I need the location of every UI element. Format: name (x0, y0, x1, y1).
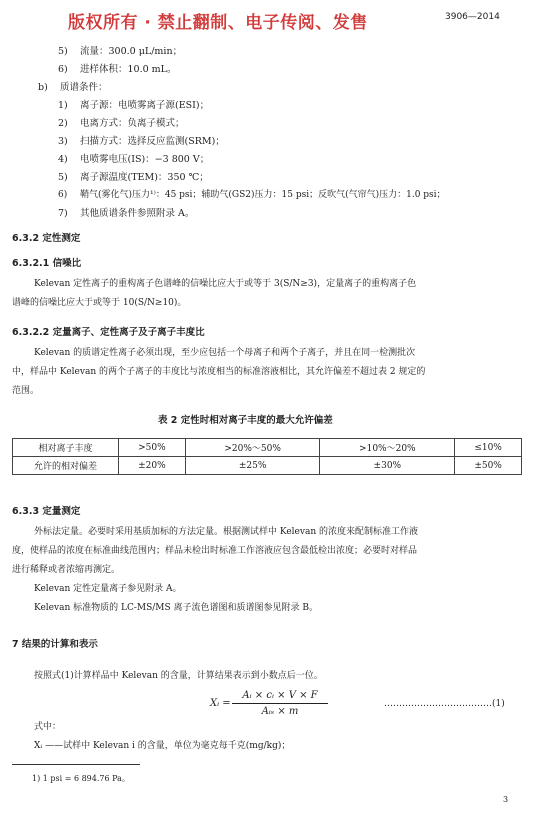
paragraph-line: 按照式(1)计算样品中 Kelevan 的含量，计算结果表示到小数点后一位。 (34, 671, 323, 681)
paragraph-line: Kelevan 定性离子的重构离子色谱峰的信噪比应大于或等于 3(S/N≥3)，定量离子的重构离子色 (34, 279, 417, 289)
table-row (13, 439, 522, 457)
table-cell: >50% (119, 439, 186, 457)
paragraph-line: Kelevan 的质谱定性离子必须出现，至少应包括一个母离子和两个子离子，并且在同一检测批次 (34, 348, 416, 358)
list-item: 2) 电离方式：负离子模式； (58, 118, 185, 129)
formula-fraction (232, 690, 328, 717)
section-heading-6-3-2: 6.3.2 定性测定 (12, 233, 81, 244)
section-heading-6-3-2-1: 6.3.2.1 信噪比 (12, 258, 82, 269)
paragraph-line: Kelevan 定性定量离子参见附录 A。 (34, 584, 182, 594)
watermark: 版权所有 · 禁止翻制、电子传阅、发售 (68, 13, 368, 33)
table-cell: 相对离子丰度 (13, 439, 119, 457)
section-heading-6-3-3: 6.3.3 定量测定 (12, 506, 81, 517)
formula-number: ………………………………(1) (384, 699, 505, 709)
table-caption: 表 2 定性时相对离子丰度的最大允许偏差 (158, 415, 333, 426)
list-item: 5) 流量：300.0 μL/min； (58, 46, 183, 57)
table-cell: ±30% (320, 457, 455, 475)
list-item: 1) 离子源：电喷雾离子源(ESI)； (58, 100, 210, 111)
table-cell: 允许的相对偏差 (13, 457, 119, 475)
standard-code: 3906—2014 (445, 12, 500, 22)
table-cell: ≤10% (455, 439, 522, 457)
formula-denominator: Aᵢₛ × m (261, 706, 299, 717)
table-row (13, 457, 522, 475)
list-item: 3) 扫描方式：选择反应监测(SRM)； (58, 136, 225, 147)
table-cell: ±25% (185, 457, 320, 475)
formula-numerator: Aᵢ × cᵢ × V × F (232, 690, 328, 704)
paragraph-line: 外标法定量。必要时采用基质加标的方法定量。根据测试样中 Kelevan 的浓度来配制标准工作液 (34, 527, 418, 537)
table-cell: >10%～20% (320, 439, 455, 457)
formula-lhs: Xᵢ = (210, 698, 231, 709)
page-number: 3 (503, 795, 509, 804)
list-item: 6) 进样体积：10.0 mL。 (58, 64, 177, 75)
footnote: 1) 1 psi = 6 894.76 Pa。 (32, 774, 130, 783)
section-heading-6-3-2-2: 6.3.2.2 定量离子、定性离子及子离子丰度比 (12, 327, 205, 338)
where-label: 式中： (34, 722, 62, 732)
list-item: 5) 离子源温度(TEM)：350 ℃； (58, 172, 209, 183)
paragraph-line: 中，样品中 Kelevan 的两个子离子的丰度比与浓度相当的标准溶液相比，其允许偏差不超过表 2 规定的 (12, 367, 426, 377)
list-item: 7) 其他质谱条件参照附录 A。 (58, 208, 195, 219)
table-cell: >20%～50% (185, 439, 320, 457)
definition-line: Xᵢ ——试样中 Kelevan i 的含量，单位为毫克每千克(mg/kg)； (34, 741, 291, 751)
footnote-divider (12, 764, 140, 765)
paragraph-line: 范围。 (12, 386, 40, 396)
paragraph-line: 谱峰的信噪比应大于或等于 10(S/N≥10)。 (12, 298, 187, 308)
section-heading-7: 7 结果的计算和表示 (12, 639, 98, 650)
subsection-b: b) 质谱条件： (38, 82, 108, 93)
table-cell: ±50% (455, 457, 522, 475)
list-item: 4) 电喷雾电压(IS)：−3 800 V； (58, 154, 210, 165)
tolerance-table (12, 438, 522, 475)
paragraph-line: Kelevan 标准物质的 LC-MS/MS 离子流色谱图和质谱图参见附录 B。 (34, 603, 319, 613)
list-item: 6) 鞘气(雾化气)压力¹⁾：45 psi；辅助气(GS2)压力：15 psi；反吹气(气帘气)压力：1.0 psi； (58, 190, 446, 200)
paragraph-line: 度，使样品的浓度在标准曲线范围内；样品未检出时标准工作溶液应包含最低检出浓度；必要时对样品 (12, 546, 418, 556)
table-cell: ±20% (119, 457, 186, 475)
paragraph-line: 进行稀释或者浓缩再测定。 (12, 565, 121, 575)
